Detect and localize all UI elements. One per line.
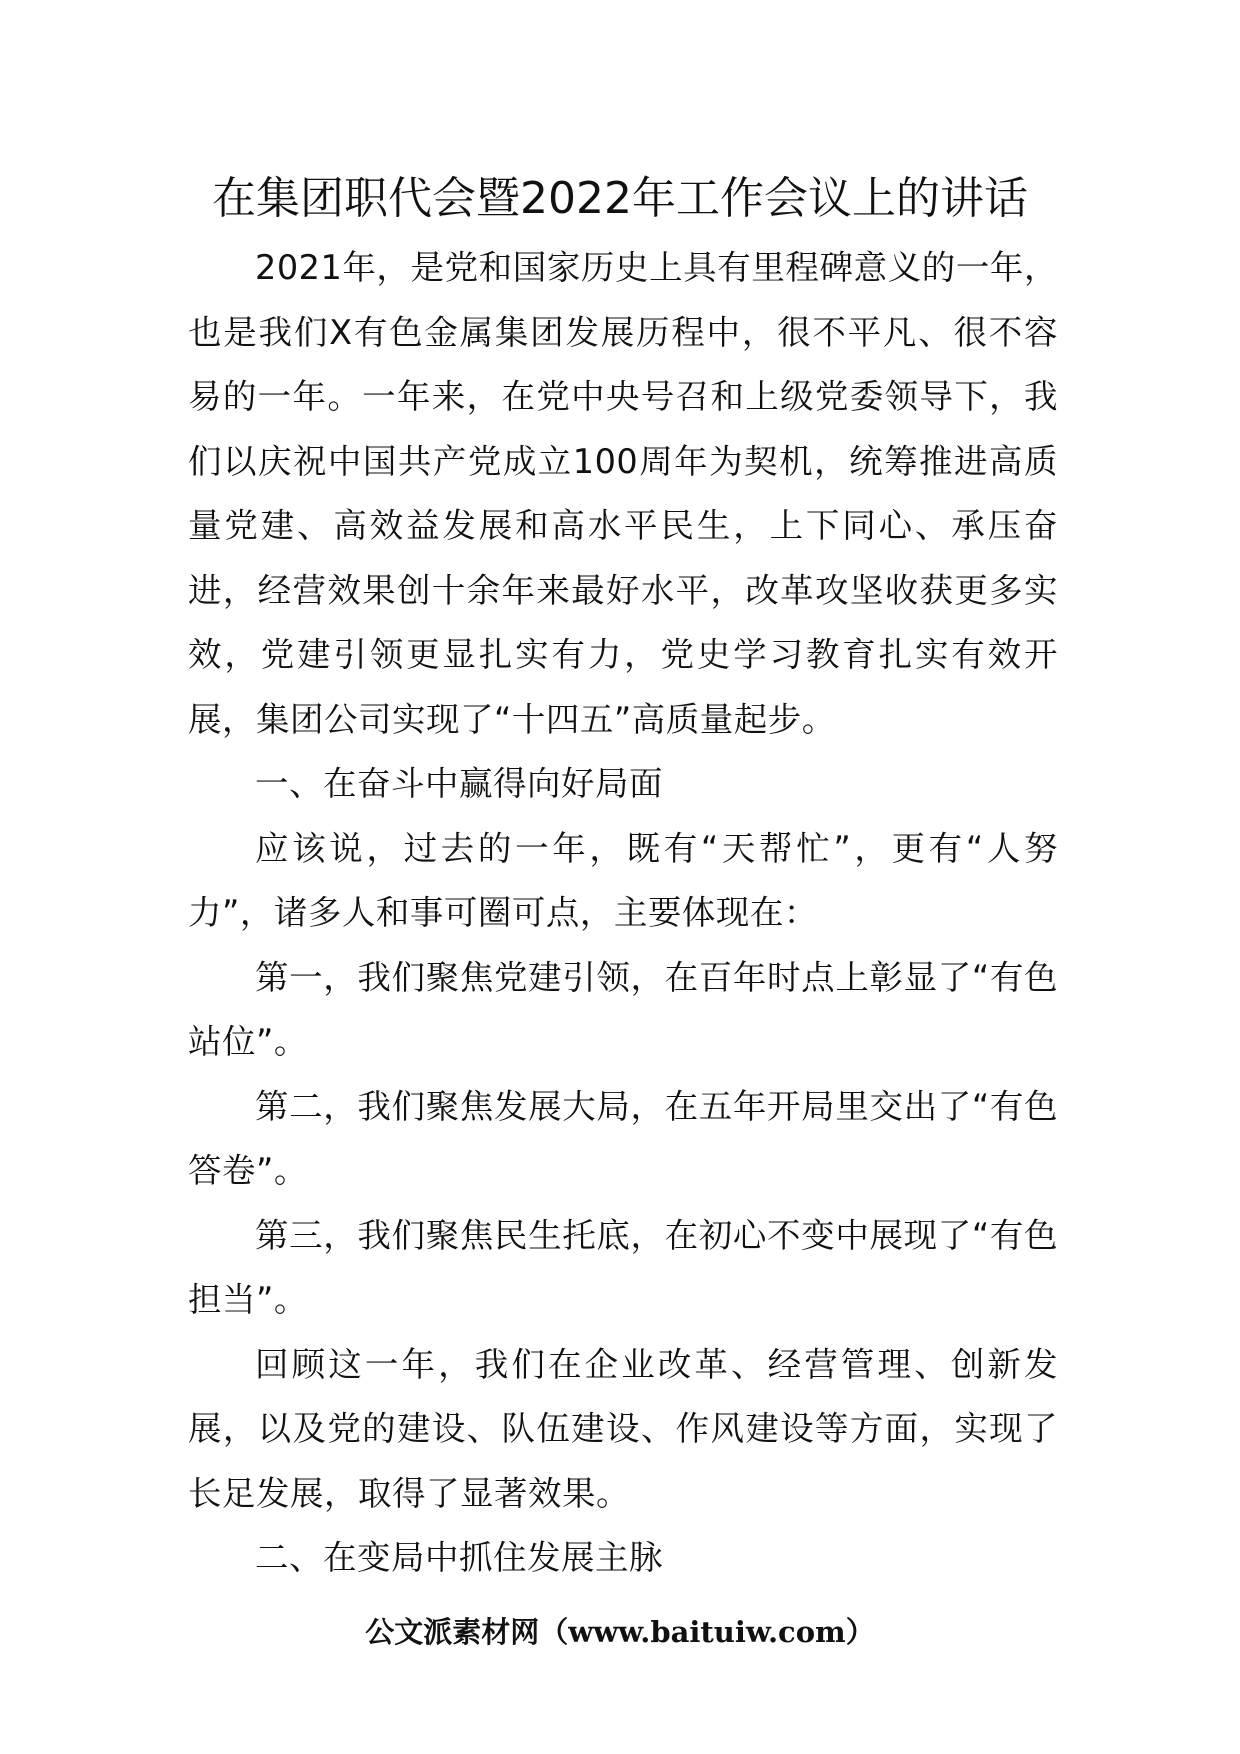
section-heading-2: 二、在变局中抓住发展主脉 bbox=[255, 1538, 663, 1577]
paragraph-point-2: 第二，我们聚焦发展大局，在五年开局里交出了“有色答卷”。 bbox=[188, 1086, 1058, 1190]
paragraph-review: 回顾这一年，我们在企业改革、经营管理、创新发展，以及党的建设、队伍建设、作风建设等方面，实现了长足发展，取得了显著效果。 bbox=[188, 1344, 1058, 1513]
watermark-footer: 公文派素材网（www.baituiw.com） bbox=[365, 1615, 875, 1649]
document-body bbox=[188, 236, 1058, 1591]
document-title: 在集团职代会暨2022年工作会议上的讲话 bbox=[212, 173, 1028, 224]
paragraph-point-3: 第三，我们聚焦民生托底，在初心不变中展现了“有色担当”。 bbox=[188, 1215, 1058, 1319]
paragraph-intro: 2021年，是党和国家历史上具有里程碑意义的一年，也是我们X有色金属集团发展历程中，很不平凡、很不容易的一年。一年来，在党中央号召和上级党委领导下，我们以庆祝中国共产党成立100周年为契机，统筹推进高质量党建、高效益发展和高水平民生，上下同心、承压奋进，经营效果创十余年来最好水平，改革攻坚收获更多实效，党建引领更显扎实有力，党史学习教育扎实有效开展，集团公司实现了“十四五”高质量起步。 bbox=[188, 248, 1058, 739]
paragraph-point-1: 第一，我们聚焦党建引领，在百年时点上彰显了“有色站位”。 bbox=[188, 957, 1058, 1061]
section-heading-1: 一、在奋斗中赢得向好局面 bbox=[255, 764, 663, 803]
paragraph-summary: 应该说，过去的一年，既有“天帮忙”，更有“人努力”，诸多人和事可圈可点，主要体现在： bbox=[188, 828, 1058, 932]
